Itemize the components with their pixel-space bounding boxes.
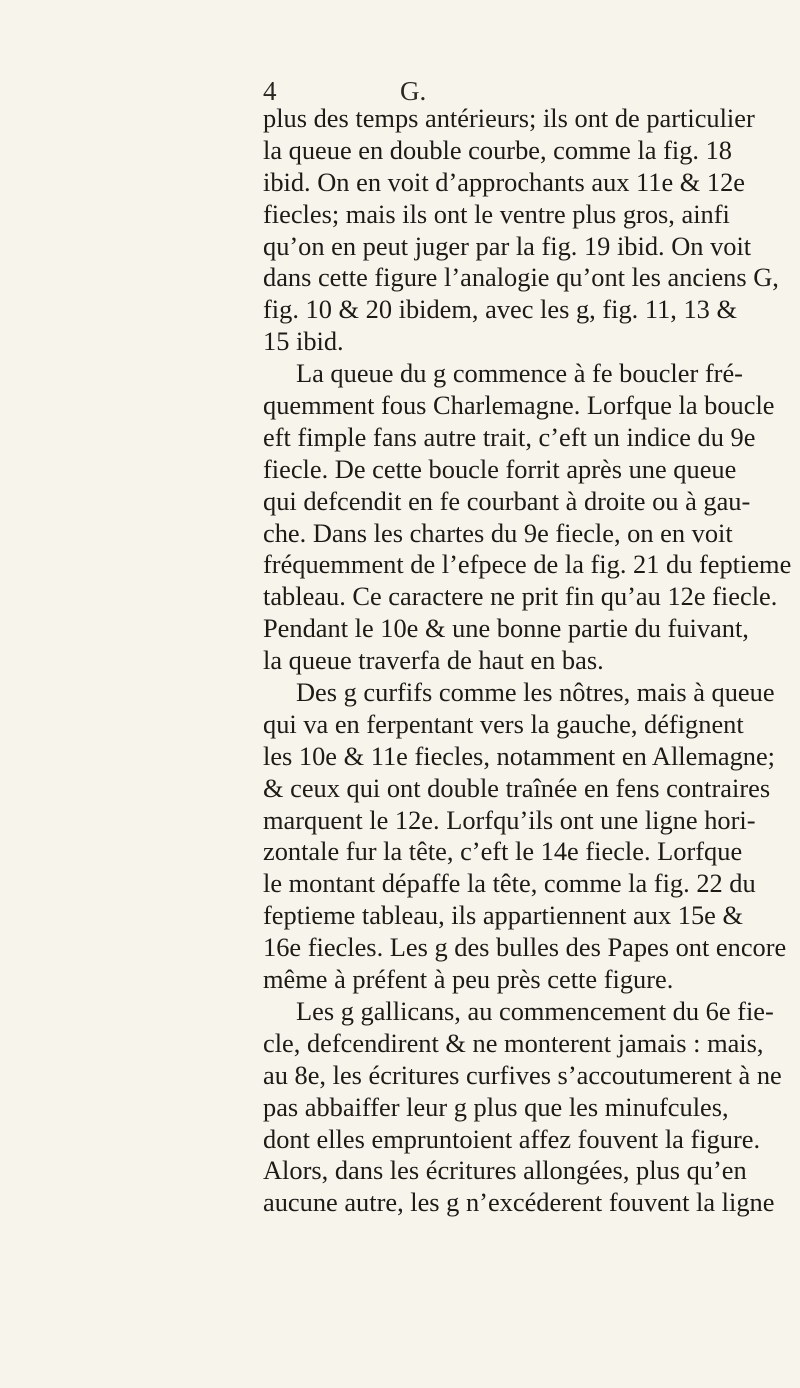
text-line: qu’on en peut juger par la fig. 19 ibid. On voit bbox=[263, 230, 752, 261]
text-line: pas abbaiffer leur g plus que les minufcules, bbox=[263, 1091, 729, 1122]
text-line: Pendant le 10e & une bonne partie du fuivant, bbox=[263, 613, 749, 644]
text-line: fig. 10 & 20 ibidem, avec les g, fig. 11, 13 & bbox=[263, 294, 737, 325]
text-line: plus des temps antérieurs; ils ont de particulier bbox=[263, 103, 755, 133]
text-line: cle, defcendirent & ne monterent jamais : mais, bbox=[263, 1027, 764, 1058]
text-line: qui defcendit en fe courbant à droite ou à gau- bbox=[263, 485, 751, 516]
text-line: tableau. Ce caractere ne prit fin qu’au 12e fiecle. bbox=[263, 581, 778, 612]
text-line: dans cette figure l’analogie qu’ont les anciens G, bbox=[263, 262, 779, 293]
paragraph-start-line: Des g curfifs comme les nôtres, mais à queue bbox=[296, 677, 775, 708]
page-number: 4 bbox=[263, 76, 277, 106]
text-line: zontale fur la tête, c’eft le 14e fiecle. Lorfque bbox=[263, 836, 743, 867]
text-line: fréquemment de l’efpece de la fig. 21 du feptieme bbox=[263, 549, 792, 580]
text-line: eft fimple fans autre trait, c’eft un indice du 9e bbox=[263, 421, 756, 452]
text-line: même à préfent à peu près cette figure. bbox=[263, 964, 674, 995]
text-line: ibid. On en voit d’approchants aux 11e & 12e bbox=[263, 166, 746, 197]
text-line: 16e fiecles. Les g des bulles des Papes ont encore bbox=[263, 932, 787, 963]
text-line: fiecle. De cette boucle forrit après une queue bbox=[263, 453, 737, 484]
text-line: les 10e & 11e fiecles, notamment en Allemagne; bbox=[263, 740, 776, 771]
text-line: feptieme tableau, ils appartiennent aux 15e & bbox=[263, 900, 743, 931]
text-line: qui va en ferpentant vers la gauche, défignent bbox=[263, 708, 744, 739]
text-line: & ceux qui ont double traînée en fens contraires bbox=[263, 772, 771, 803]
text-line: la queue en double courbe, comme la fig. 18 bbox=[263, 134, 733, 165]
text-line: le montant dépaffe la tête, comme la fig. 22 du bbox=[263, 868, 756, 899]
paragraph-start-line: La queue du g commence à fe boucler fré- bbox=[296, 358, 743, 389]
text-line: che. Dans les chartes du 9e fiecle, on en voit bbox=[263, 517, 733, 548]
body-text bbox=[263, 103, 792, 1219]
text-line: 15 ibid. bbox=[263, 326, 344, 357]
text-line: marquent le 12e. Lorfqu’ils ont une ligne hori- bbox=[263, 804, 756, 835]
text-line: dont elles empruntoient affez fouvent la figure. bbox=[263, 1123, 761, 1154]
text-line: fiecles; mais ils ont le ventre plus gros, ainfi bbox=[263, 198, 730, 229]
running-head: G. bbox=[400, 76, 427, 106]
text-line: la queue traverfa de haut en bas. bbox=[263, 645, 604, 676]
paragraph-start-line: Les g gallicans, au commencement du 6e fie- bbox=[296, 995, 774, 1026]
text-line: au 8e, les écritures curfives s’accoutumerent à ne bbox=[263, 1059, 782, 1090]
text-line: quemment fous Charlemagne. Lorfque la boucle bbox=[263, 390, 775, 421]
text-line: Alors, dans les écritures allongées, plus qu’en bbox=[263, 1155, 747, 1186]
text-line: aucune autre, les g n’excéderent fouvent la ligne bbox=[263, 1187, 775, 1218]
